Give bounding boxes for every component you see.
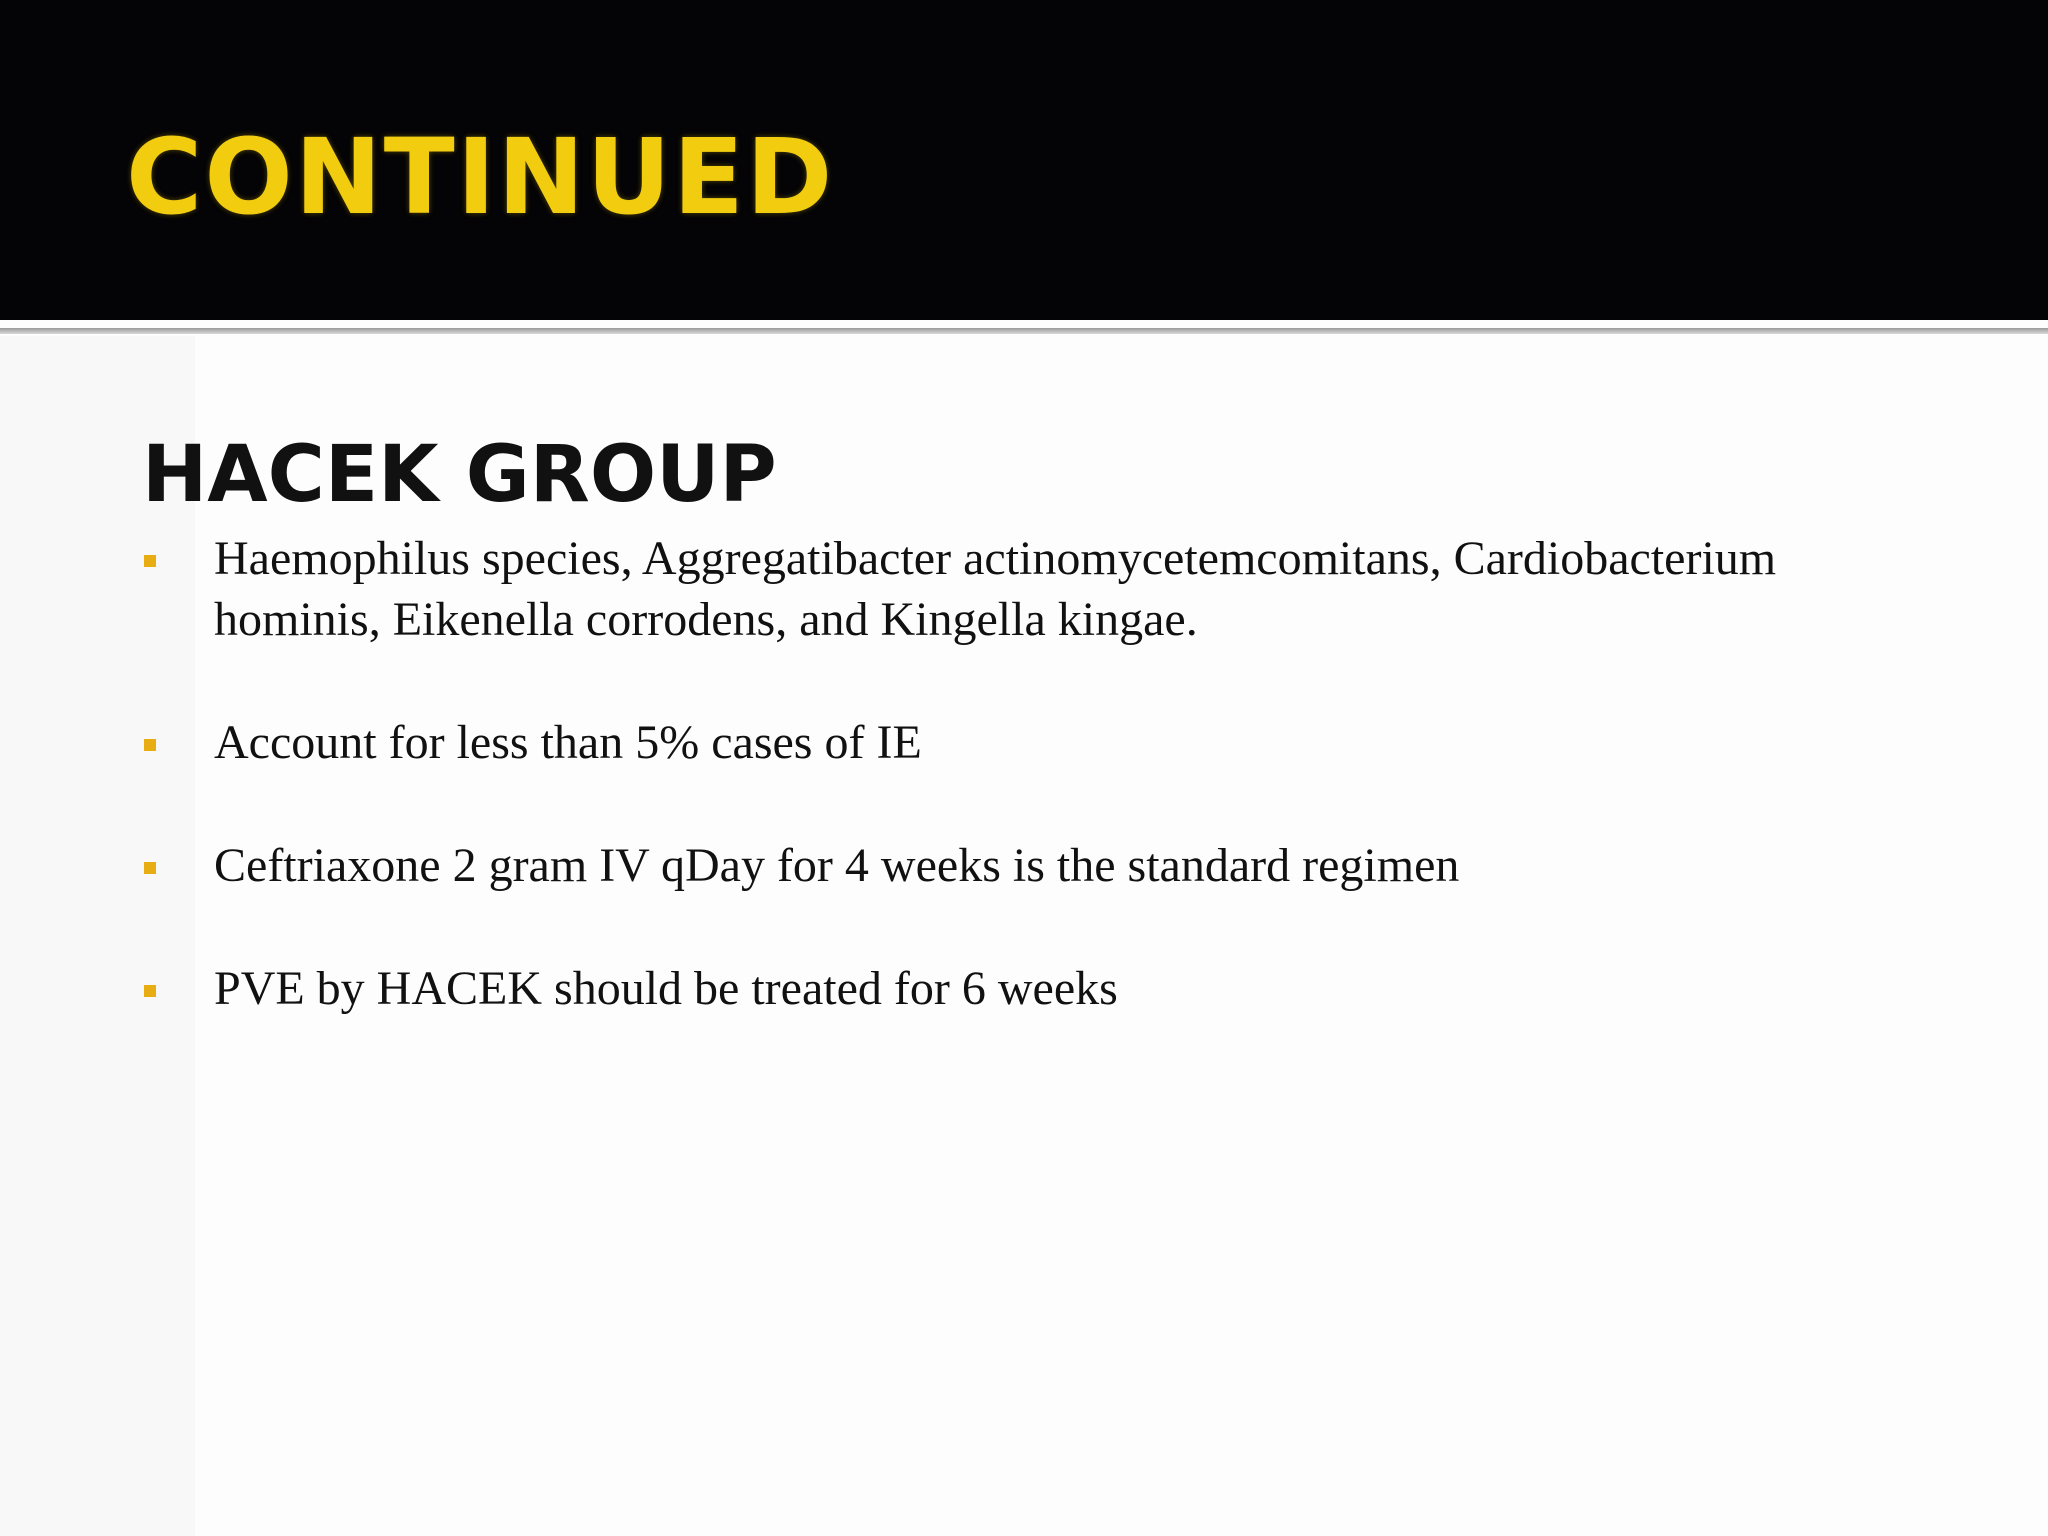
title-bar xyxy=(0,0,2048,320)
bullet-text: Account for less than 5% cases of IE xyxy=(214,716,922,769)
square-bullet-icon xyxy=(144,555,156,567)
bullet-item xyxy=(142,712,1942,773)
bullet-item xyxy=(142,835,1942,896)
bullet-item xyxy=(142,958,1942,1019)
slide-title: CONTINUED xyxy=(126,116,835,238)
bullet-item xyxy=(142,528,1942,650)
bullet-text: Haemophilus species, Aggregatibacter actinomycetemcomitans, Cardiobacterium hominis, Eikenella corrodens, and Kingella kingae. xyxy=(214,532,1777,646)
square-bullet-icon xyxy=(144,985,156,997)
section-heading: HACEK GROUP xyxy=(142,430,777,520)
bullet-list xyxy=(142,528,1942,1081)
title-divider xyxy=(0,328,2048,334)
square-bullet-icon xyxy=(144,739,156,751)
bullet-text: Ceftriaxone 2 gram IV qDay for 4 weeks is the standard regimen xyxy=(214,839,1460,892)
bullet-text: PVE by HACEK should be treated for 6 weeks xyxy=(214,962,1118,1015)
square-bullet-icon xyxy=(144,862,156,874)
